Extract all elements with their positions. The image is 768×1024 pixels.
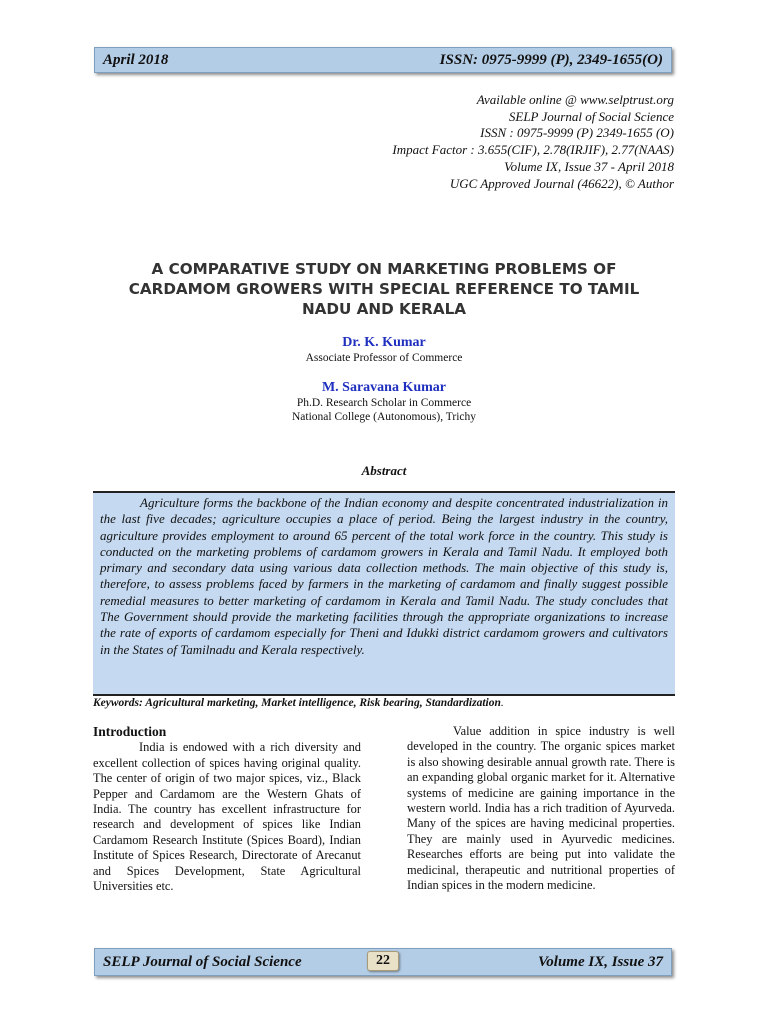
introduction-paragraph: India is endowed with a rich diversity and excellent collection of spices having original quality. The center of origin of two major spices, viz., Black Pepper and Cardamom are the Western Ghats of India. The country has excellent infrastructure for research and development of spices like Indian Cardamom Research Institute (Spices Board), Indian Institute of Spices Research, Directorate of Arecanut and Spices Development, State Agricultural Universities etc. (93, 740, 361, 894)
keywords-text: Keywords: Agricultural marketing, Market intelligence, Risk bearing, Standardization (93, 697, 501, 709)
page-number: 22 (367, 951, 399, 971)
right-column (407, 724, 675, 893)
keywords (93, 697, 675, 709)
title-line: NADU AND KERALA (301, 300, 467, 318)
footer-band (94, 948, 672, 976)
title-line: A COMPARATIVE STUDY ON MARKETING PROBLEMS OF (151, 260, 617, 278)
author-1 (94, 335, 674, 365)
left-column (93, 724, 361, 894)
footer-journal: SELP Journal of Social Science (103, 953, 302, 970)
header-issn: ISSN: 0975-9999 (P), 2349-1655(O) (439, 51, 663, 68)
journal-info-line: SELP Journal of Social Science (508, 108, 674, 124)
author-name: Dr. K. Kumar (342, 335, 426, 350)
journal-info-line: Volume IX, Issue 37 - April 2018 (504, 158, 674, 174)
title-line: CARDAMOM GROWERS WITH SPECIAL REFERENCE TO TAMIL (128, 280, 640, 298)
journal-info-line: Available online @ www.selptrust.org (476, 92, 674, 107)
author-2 (94, 380, 674, 424)
journal-info (392, 92, 674, 192)
journal-info-line: Impact Factor : 3.655(CIF), 2.78(IRJIF), 2.77(NAAS) (392, 142, 674, 158)
abstract-heading: Abstract (361, 463, 407, 478)
header-band (94, 47, 672, 73)
introduction-heading: Introduction (93, 724, 167, 739)
footer-volume: Volume IX, Issue 37 (537, 953, 663, 970)
abstract-text: Agriculture forms the backbone of the Indian economy and despite concentrated industrialization in the last five decades; agriculture occupies a place of period. Being the largest industry in the country, agriculture provides employment to around 65 percent of the total work force in the country. This study is conducted on the marketing problems of cardamom growers in Kerala and Tamil Nadu. It employed both primary and secondary data using various data collection methods. The main objective of this study is, therefore, to assess problems faced by farmers in the marketing of cardamom and finally suggest possible remedial measures to better marketing of cardamom in Kerala and Tamil Nadu. The study concludes that The Government should provide the marketing facilities through the appropriate organizations to increase the rate of exports of cardamom especially for Theni and Idukki district cardamom growers and cultivators in the States of Tamilnadu and Kerala respectively. (93, 491, 675, 696)
header-date: April 2018 (103, 51, 169, 68)
paper-title (94, 259, 674, 319)
author-affiliation: National College (Autonomous), Trichy (292, 411, 476, 423)
journal-info-line: UGC Approved Journal (46622), © Author (449, 175, 674, 191)
body-paragraph: Value addition in spice industry is well developed in the country. The organic spices market is also showing desirable annual growth rate. There is an expanding global organic market for it. Alternative systems of medicine are gaining importance in the western world. India has a rich tradition of Ayurveda. Many of the spices are having medicinal properties. They are mainly used in Ayurvedic medicines. Researches efforts are being put into validate the medicinal, therapeutic and nutritional properties of Indian spices in the modern medicine. (407, 724, 675, 893)
author-affiliation: Ph.D. Research Scholar in Commerce (296, 397, 472, 409)
keywords-end: . (500, 697, 504, 709)
author-name: M. Saravana Kumar (321, 380, 447, 395)
author-affiliation: Associate Professor of Commerce (305, 352, 463, 364)
journal-info-line: ISSN : 0975-9999 (P) 2349-1655 (O) (480, 125, 674, 141)
